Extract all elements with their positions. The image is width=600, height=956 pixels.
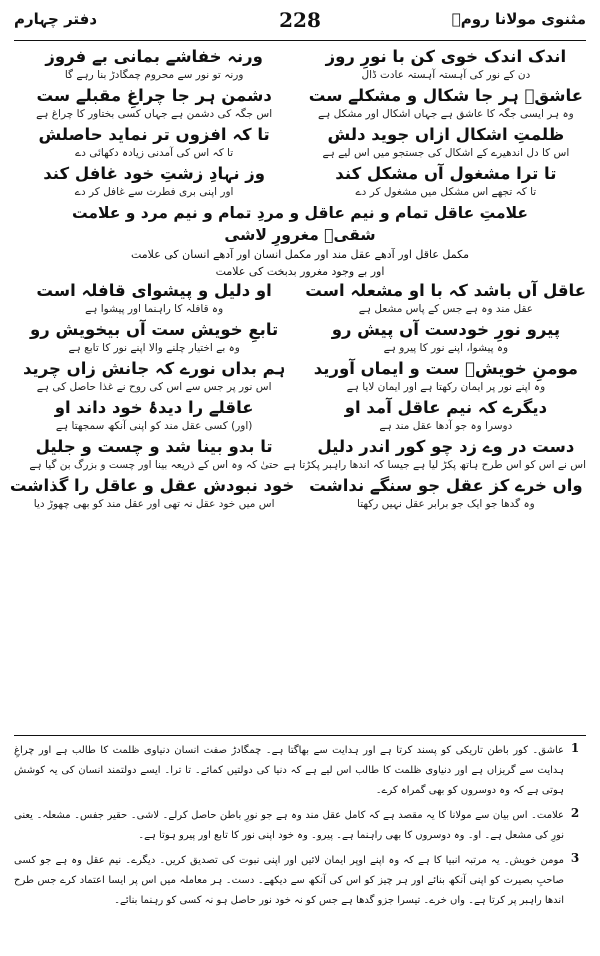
urdu-translation: اس نے اس کو اس طرح ہاتھ پکڑ لیا ہے جیسا کہ اندھا راہبر پکڑتا ہے	[283, 459, 586, 471]
persian-verse: دشمن ہر جا چراغِ مقبلے ست	[36, 86, 272, 105]
header-divider	[14, 40, 586, 41]
couplet	[9, 475, 586, 512]
footnote	[14, 741, 586, 801]
couplet	[14, 163, 586, 200]
footnote-number: 3	[570, 851, 580, 865]
hemistich-left	[14, 280, 294, 317]
footnote-text: مومن خویش۔ یہ مرتبہ انبیا کا ہے کہ وہ اپنے اوپر ایمان لائیں اور اپنی نبوت کی تصدیق کریں۔ دیگرے۔ نیم عقل وہ ہے جو کسی صاحبِ بصیرت کو اپنی آنکھ بنائے اور ہر چیز کو اس کی آنکھ سے دیکھے۔ دست۔ ہر معاملہ میں اس پر ایسا اعتماد کرے جس طرح اندھا راہبر پر کرتا ہے۔ واں خرے۔ تیسرا جزو گدھا ہے جس کو نہ خود نور حاصل ہو نہ کسی کو رہنما بنائے۔	[14, 855, 564, 906]
footnotes	[14, 741, 586, 916]
hemistich-left	[14, 358, 294, 395]
hemistich-left	[14, 436, 294, 473]
urdu-translation: تا کہ اس کی آمدنی زیادہ دکھائی دے	[75, 147, 234, 159]
urdu-translation: اس نور پر جس سے اس کی روح نے غذا حاصل کی ہے	[36, 381, 272, 393]
urdu-translation: اس جگہ کی دشمن ہے جہاں کسی بختاور کا چراغ ہے	[36, 108, 273, 120]
poem-body	[9, 46, 586, 514]
footnote-text: علامت۔ اس بیان سے مولانا کا یہ مقصد ہے کہ کامل عقل مند وہ ہے جو نورِ باطن حاصل کرلے۔ لاشی۔ حقیر جفس۔ مشعلہ۔ یعنی نورِ کی مشعل ہے۔ او۔ وہ دوسروں کا بھی راہنما ہے۔ پیرو۔ وہ خود اپنی نور کا تابع اور پیرو ہوتا ہے۔	[14, 810, 564, 841]
urdu-translation: وہ گدھا جو ایک جو برابر عقل نہیں رکھتا	[357, 498, 535, 510]
persian-verse: عاشقؔ ہر جا شکال و مشکلے ست	[308, 86, 583, 105]
couplet	[14, 319, 586, 356]
persian-verse: اندک اندک خوی کن با نورِ روز	[325, 47, 567, 66]
hemistich-right	[306, 163, 586, 200]
page-number: 228	[279, 8, 321, 32]
hemistich-right	[306, 475, 586, 512]
urdu-translation: تا کہ تجھے اس مشکل میں مشغول کر دے	[355, 186, 537, 198]
heading-translation: مکمل عاقل اور آدھے عقل مند اور مکمل انسان اور آدھے انسان کی علامت	[130, 248, 470, 261]
footnote-number: 1	[570, 741, 580, 755]
heading-verse: علامتِ عاقل تمام و نیم عاقل و مردِ تمام و نیم مرد و علامت	[72, 204, 528, 222]
footnote-divider	[14, 735, 586, 736]
urdu-translation: وہ ہر ایسی جگہ کا عاشق ہے جہاں اشکال اور مشکل ہے	[317, 108, 574, 120]
persian-verse: تا بدو بینا شد و چست و جلیل	[35, 437, 273, 456]
couplet	[14, 280, 586, 317]
urdu-translation: اس میں خود عقل نہ تھی اور عقل مند کو بھی چھوڑ دیا	[33, 498, 275, 510]
book-section: دفتر چہارم	[14, 10, 98, 28]
hemistich-left	[9, 475, 295, 512]
hemistich-right	[306, 319, 586, 356]
urdu-translation: وہ قافلہ کا راہنما اور پیشوا ہے	[85, 303, 224, 315]
urdu-translation: حتیٰ کہ وہ اس کے ذریعہ بینا اور چست و بزرگ بن گیا ہے	[29, 459, 279, 471]
persian-verse: تا ترا مشغول آں مشکل کند	[335, 164, 557, 183]
couplet	[14, 358, 586, 395]
persian-verse: مومنِ خویشؔ ست و ایماں آورید	[313, 359, 579, 378]
hemistich-right	[306, 46, 586, 83]
persian-verse: خود نبودش عقل و عاقل را گذاشت	[9, 476, 295, 495]
couplet	[14, 436, 586, 473]
heading-verse: شقیؔ مغرورِ لاشی	[224, 226, 376, 244]
urdu-translation: اس کا دل اندھیرے کے اشکال کی جستجو میں اس لیے ہے	[322, 147, 570, 159]
urdu-translation: دن کے نور کی آہستہ آہستہ عادت ڈال	[361, 69, 531, 81]
urdu-translation: عقل مند وہ ہے جس کے پاس مشعل ہے	[358, 303, 534, 315]
hemistich-left	[14, 319, 294, 356]
couplet	[14, 397, 586, 434]
hemistich-left	[14, 46, 294, 83]
hemistich-right	[306, 358, 586, 395]
persian-verse: دست در وے زد چو کور اندر دلیل	[317, 437, 575, 456]
page-header	[14, 8, 586, 38]
heading-translation: اور بے وجود مغرور بدبخت کی علامت	[215, 265, 385, 278]
persian-verse: عاقلے را دیدۂ خود داند او	[54, 398, 254, 417]
urdu-translation: وہ پیشوا، اپنے نور کا پیرو ہے	[383, 342, 509, 354]
hemistich-right	[283, 436, 586, 473]
couplet	[14, 85, 586, 122]
hemistich-right	[306, 280, 586, 317]
persian-verse: پیرو نورِ خودست آں پیش رو	[331, 320, 561, 339]
persian-verse: تابعِ خویش ست آں بیخویش رو	[30, 320, 279, 339]
urdu-translation: وہ بے اختیار چلنے والا اپنے نور کا تابع ہے	[68, 342, 240, 354]
persian-verse: ورنہ خفاشے بمانی بے فروز	[45, 47, 263, 66]
persian-verse: ظلمتِ اشکال ازاں جوید دلش	[327, 125, 565, 144]
urdu-translation: ورنہ تو نور سے محروم چمگادڑ بنا رہے گا	[64, 69, 244, 81]
hemistich-left	[14, 85, 294, 122]
persian-verse: عاقل آں باشد کہ با او مشعلہ است	[305, 281, 586, 300]
hemistich-left	[14, 397, 294, 434]
urdu-translation: (اور) کسی عقل مند کو اپنی آنکھ سمجھتا ہے	[55, 420, 253, 432]
persian-verse: دیگرے کہ نیم عاقل آمد او	[344, 398, 548, 417]
footnote	[14, 851, 586, 911]
persian-verse: ہم بداں نورے کہ جانش زاں چرید	[23, 359, 286, 378]
hemistich-right	[306, 85, 586, 122]
urdu-translation: اور اپنی بری فطرت سے غافل کر دے	[74, 186, 234, 198]
couplet	[14, 46, 586, 83]
section-heading	[14, 202, 586, 280]
footnote-number: 2	[570, 806, 580, 820]
hemistich-left	[14, 124, 294, 161]
couplet	[14, 124, 586, 161]
hemistich-right	[306, 397, 586, 434]
persian-verse: واں خرے کز عقل جو سنگے نداشت	[309, 476, 583, 495]
urdu-translation: دوسرا وہ جو آدھا عقل مند ہے	[379, 420, 513, 432]
persian-verse: او دلیل و پیشوای قافلہ است	[36, 281, 272, 300]
hemistich-left	[14, 163, 294, 200]
persian-verse: تا کہ افزوں تر نماید حاصلش	[38, 125, 270, 144]
footnote	[14, 806, 586, 846]
footnote-text: عاشق۔ کور باطن تاریکی کو پسند کرتا ہے اور ہدایت سے بھاگتا ہے۔ چمگادڑ صفت انسان دنیاوی ظلمت کا طالب ہے اور چراغِ ہدایت سے گریزاں ہے اور دنیاوی ظلمت کا طالب اس لیے ہے کہ دنیا کی دولتیں کمائے۔ تا ترا۔ ایسے دولتمند انسان کی یہ کوشش ہوتی ہے کہ وہ دوسروں کو بھی گمراہ کرے۔	[14, 745, 564, 796]
hemistich-right	[306, 124, 586, 161]
persian-verse: وز نہادِ زشتِ خود غافل کند	[43, 164, 266, 183]
urdu-translation: وہ اپنے نور پر ایمان رکھتا ہے اور ایمان لایا ہے	[346, 381, 546, 393]
running-title: مثنوی مولانا رومؒ	[451, 10, 586, 28]
